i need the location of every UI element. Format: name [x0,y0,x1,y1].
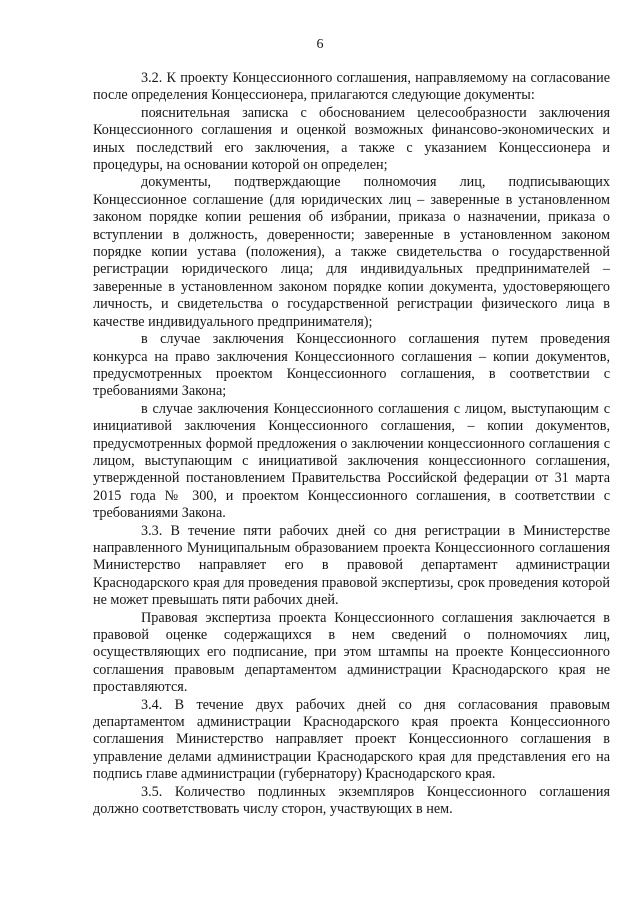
paragraph-3-5: 3.5. Количество подлинных экземпляров Концессионного соглашения должно соответствовать числу сторон, участвующих в нем. [93,783,610,818]
paragraph-3-2: 3.2. К проекту Концессионного соглашения, направляемому на согласование после определения Концессионера, прилагаются следующие документы: [93,70,610,104]
paragraph-initiative-case: в случае заключения Концессионного соглашения с лицом, выступающим с инициативой заключения Концессионного соглашения, – копии документов, предусмотренных формой предложения о заключении концессионного соглашения с лицом, выступающим с инициативой заключения концессионного соглашения, утвержденной постановлением Правительства Российской федерации от 31 марта 2015 года № 300, и проектом Концессионного соглашения, в соответствии с требованиями Закона. [93,400,610,522]
paragraph-3-3: 3.3. В течение пяти рабочих дней со дня регистрации в Министерстве направленного Муниципальным образованием проекта Концессионного соглашения Министерство направляет его в правовой департамент администрации Краснодарского края для проведения правовой экспертизы, срок проведения которой не может превышать пяти рабочих дней. [93,522,610,609]
paragraph-explanatory-note: пояснительная записка с обоснованием целесообразности заключения Концессионного соглашения и оценкой возможных финансово-экономических и иных последствий его заключения, а также с указанием Концессионера и процедуры, на основании которой он определен; [93,104,610,174]
document-body [93,70,610,818]
page-number: 6 [316,37,324,52]
paragraph-authority-documents: документы, подтверждающие полномочия лиц, подписывающих Концессионное соглашение (для юридических лиц – заверенные в установленном законом порядке копии решения об избрании, приказа о назначении, приказа о вступлении в должность, доверенности; заверенные в установленном законом порядке копии устава (положения), а также свидетельства о государственной регистрации юридического лица; для индивидуальных предпринимателей – заверенные в установленном законом порядке копии документа, удостоверяющего личность, и свидетельства о государственной регистрации физического лица в качестве индивидуального предпринимателя); [93,174,610,330]
paragraph-3-4: 3.4. В течение двух рабочих дней со дня согласования правовым департаментом администрации Краснодарского края проекта Концессионного соглашения Министерство направляет проект Концессионного соглашения в управление делами администрации Краснодарского края для представления его на подпись главе администрации (губернатору) Краснодарского края. [93,696,610,783]
paragraph-legal-expertise: Правовая экспертиза проекта Концессионного соглашения заключается в правовой оценке содержащихся в нем сведений о полномочиях лиц, осуществляющих его подписание, при этом штампы на проекте Концессионного соглашения правовым департаментом администрации Краснодарского края не проставляются. [93,609,610,696]
paragraph-tender-case: в случае заключения Концессионного соглашения путем проведения конкурса на право заключения Концессионного соглашения – копии документов, предусмотренных проектом Концессионного соглашения, в соответствии с требованиями Закона; [93,331,610,400]
